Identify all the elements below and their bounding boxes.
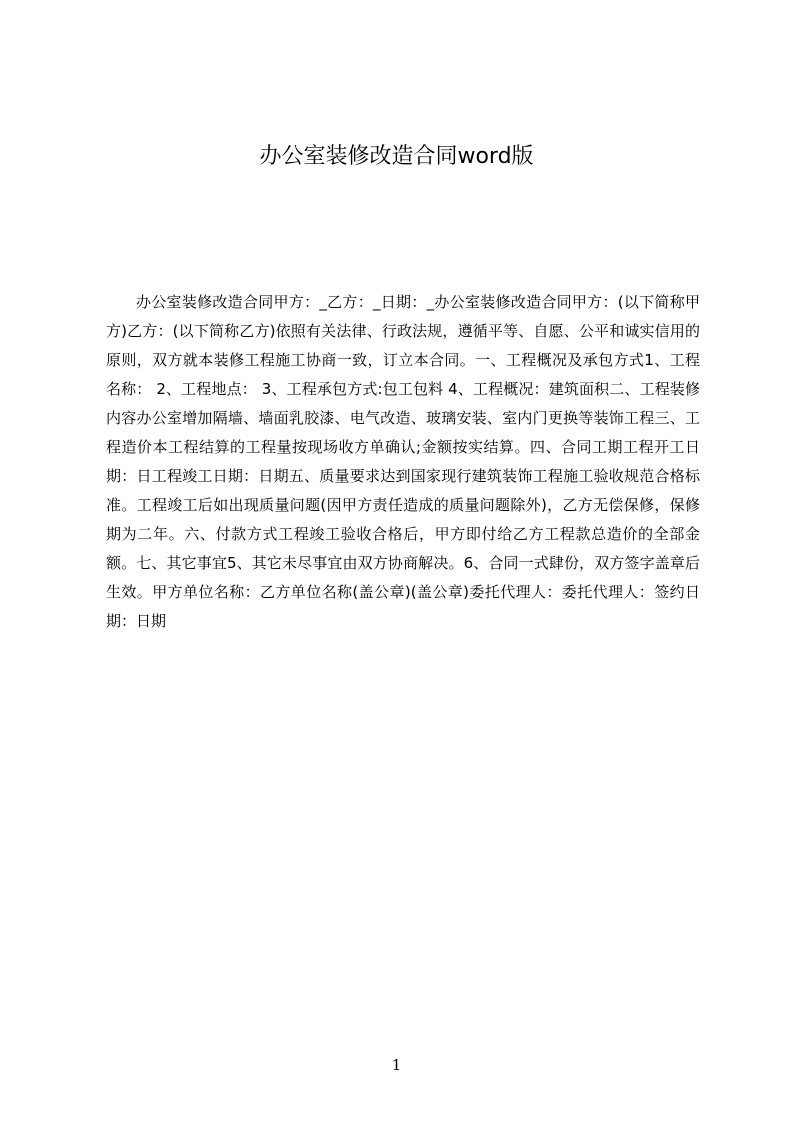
document-title: 办公室装修改造合同word版 <box>259 144 534 169</box>
page-number: 1 <box>391 1056 402 1074</box>
contract-body-text: 办公室装修改造合同甲方：_乙方：_日期：_办公室装修改造合同甲方：(以下简称甲方)乙方：(以下简称乙方)依照有关法律、行政法规，遵循平等、自愿、公平和诚实信用的原则，双方就本装修工程施工协商一致，订立本合同。一、工程概况及承包方式1、工程名称： 2、工程地点： 3、工程承包方式:包工包料 4、工程概况：建筑面积二、工程装修内容办公室增加隔墙、墙面乳胶漆、电气改造、玻璃安装、室内门更换等装饰工程三、工程造价本工程结算的工程量按现场收方单确认;金额按实结算。四、合同工期工程开工日期：日工程竣工日期：日期五、质量要求达到国家现行建筑装饰工程施工验收规范合格标准。工程竣工后如出现质量问题(因甲方责任造成的质量问题除外)，乙方无偿保修，保修期为二年。六、付款方式工程竣工验收合格后，甲方即付给乙方工程款总造价的全部金额。七、其它事宜5、其它未尽事宜由双方协商解决。6、合同一式肆份，双方签字盖章后生效。甲方单位名称：乙方单位名称(盖公章)(盖公章)委托代理人：委托代理人：签约日期：日期 <box>106 293 700 630</box>
